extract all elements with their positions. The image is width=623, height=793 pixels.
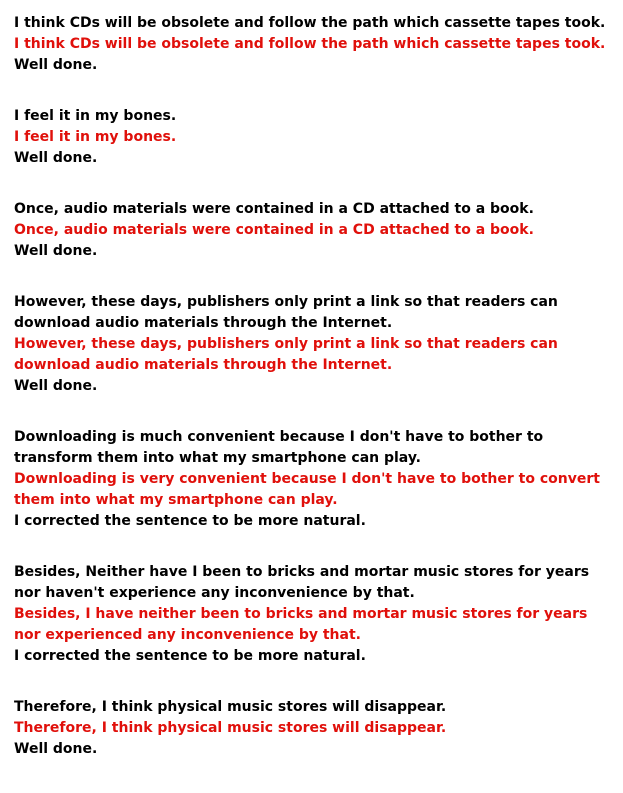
correction-entry-3 [14, 199, 614, 262]
correction-entry-2 [14, 106, 614, 169]
correction-comment: I corrected the sentence to be more natural. [14, 513, 366, 529]
corrected-sentence: Besides, I have neither been to bricks and mortar music stores for years nor experienced any inconvenience by that. [14, 606, 588, 643]
original-sentence: However, these days, publishers only print a link so that readers can download audio materials through the Internet. [14, 294, 558, 331]
original-sentence: I think CDs will be obsolete and follow the path which cassette tapes took. [14, 15, 606, 31]
corrected-sentence: Once, audio materials were contained in a CD attached to a book. [14, 222, 534, 238]
corrected-sentence: I feel it in my bones. [14, 129, 177, 145]
correction-entry-4 [14, 292, 614, 397]
original-sentence: Once, audio materials were contained in a CD attached to a book. [14, 201, 534, 217]
correction-comment: I corrected the sentence to be more natural. [14, 648, 366, 664]
original-sentence: Downloading is much convenient because I don't have to bother to transform them into what my smartphone can play. [14, 429, 544, 466]
corrected-sentence: Therefore, I think physical music stores will disappear. [14, 720, 447, 736]
correction-comment: Well done. [14, 741, 98, 757]
correction-entry-5 [14, 427, 614, 532]
correction-comment: Well done. [14, 150, 98, 166]
original-sentence: I feel it in my bones. [14, 108, 177, 124]
original-sentence: Besides, Neither have I been to bricks and mortar music stores for years nor haven't experience any inconvenience by that. [14, 564, 590, 601]
corrected-sentence: However, these days, publishers only print a link so that readers can download audio materials through the Internet. [14, 336, 558, 373]
correction-comment: Well done. [14, 243, 98, 259]
original-sentence: Therefore, I think physical music stores will disappear. [14, 699, 447, 715]
correction-comment: Well done. [14, 378, 98, 394]
corrected-sentence: I think CDs will be obsolete and follow the path which cassette tapes took. [14, 36, 606, 52]
correction-entry-6 [14, 562, 614, 667]
correction-comment: Well done. [14, 57, 98, 73]
correction-entry-7 [14, 697, 614, 760]
correction-entry-1 [14, 13, 614, 76]
corrected-sentence: Downloading is very convenient because I don't have to bother to convert them into what my smartphone can play. [14, 471, 600, 508]
